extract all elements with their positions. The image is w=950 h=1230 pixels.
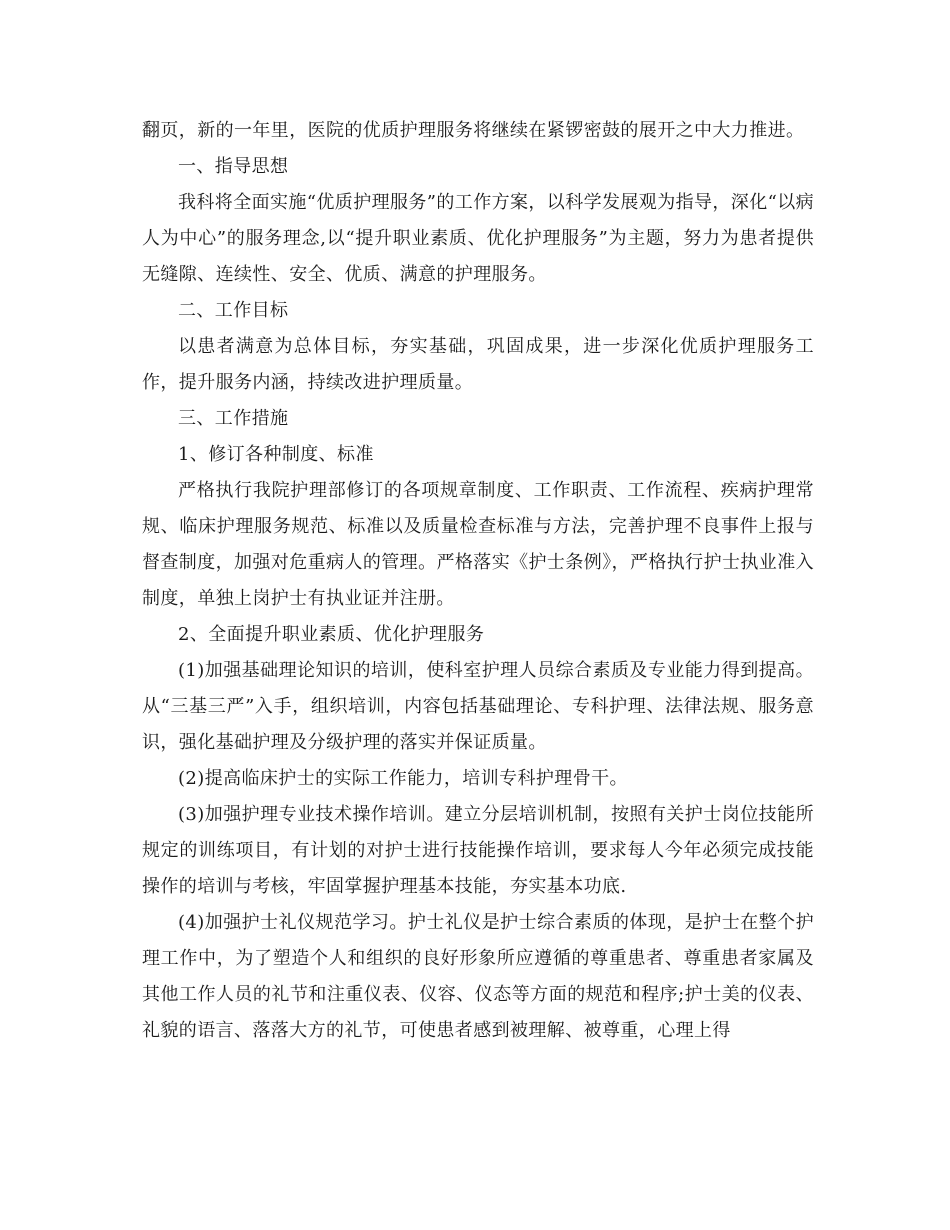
paragraph-revise-systems: 严格执行我院护理部修订的各项规章制度、工作职责、工作流程、疾病护理常规、临床护理服务规范、标准以及质量检查标准与方法，完善护理不良事件上报与督查制度，加强对危重病人的管理。严格落实《护士条例》，严格执行护士执业准入制度，单独上岗护士有执业证并注册。	[142, 480, 814, 609]
subheading-revise-systems: 1、修订各种制度、标准	[178, 444, 374, 465]
paragraph-work-goals: 以患者满意为总体目标，夯实基础，巩固成果，进一步深化优质护理服务工作，提升服务内涵，持续改进护理质量。	[142, 336, 814, 393]
subheading-improve-quality: 2、全面提升职业素质、优化护理服务	[178, 624, 485, 645]
section-heading-guiding-ideology: 一、指导思想	[178, 156, 289, 177]
paragraph-continuation: 翻页，新的一年里，医院的优质护理服务将继续在紧锣密鼓的展开之中大力推进。	[142, 120, 805, 141]
paragraph-guiding-ideology: 我科将全面实施“优质护理服务”的工作方案，以科学发展观为指导，深化“以病人为中心”的服务理念,以“提升职业素质、优化护理服务”为主题，努力为患者提供无缝隙、连续性、安全、优质、满意的护理服务。	[142, 192, 815, 285]
section-heading-work-measures: 三、工作措施	[178, 408, 289, 429]
document-body	[142, 113, 814, 1049]
paragraph-item-4: (4)加强护士礼仪规范学习。护士礼仪是护士综合素质的体现，是护士在整个护理工作中，为了塑造个人和组织的良好形象所应遵循的尊重患者、尊重患者家属及其他工作人员的礼节和注重仪表、仪容、仪态等方面的规范和程序;护士美的仪表、礼貌的语言、落落大方的礼节，可使患者感到被理解、被尊重，心理上得	[142, 912, 814, 1041]
paragraph-item-1: (1)加强基础理论知识的培训，使科室护理人员综合素质及专业能力得到提高。从“三基三严”入手，组织培训，内容包括基础理论、专科护理、法律法规、服务意识，强化基础护理及分级护理的落实并保证质量。	[142, 660, 814, 753]
paragraph-item-3: (3)加强护理专业技术操作培训。建立分层培训机制，按照有关护士岗位技能所规定的训练项目，有计划的对护士进行技能操作培训，要求每人今年必须完成技能操作的培训与考核，牢固掌握护理基本技能，夯实基本功底.	[142, 804, 814, 897]
section-heading-work-goals: 二、工作目标	[178, 300, 289, 321]
paragraph-item-2: (2)提高临床护士的实际工作能力，培训专科护理骨干。	[178, 768, 628, 789]
